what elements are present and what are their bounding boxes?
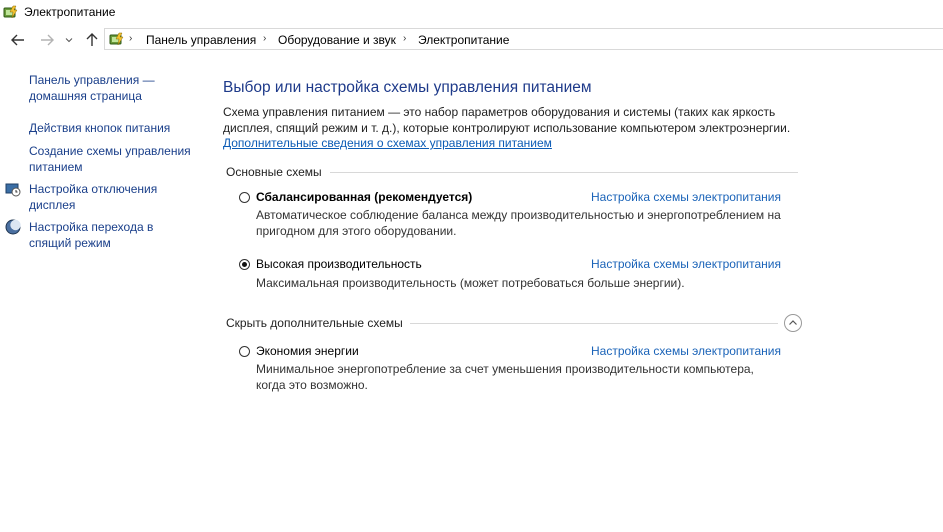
- control-panel-icon: [109, 31, 125, 50]
- sidebar-item-display-off[interactable]: Настройка отключения дисплея: [29, 182, 158, 212]
- breadcrumb-separator-icon[interactable]: ›: [129, 33, 133, 44]
- sidebar-item-power-buttons[interactable]: Действия кнопок питания: [29, 121, 171, 135]
- plan-high-performance-radio[interactable]: [239, 259, 250, 270]
- window-title: Электропитание: [24, 5, 116, 19]
- breadcrumb-hardware-sound[interactable]: Оборудование и звук: [278, 33, 396, 47]
- up-arrow-icon[interactable]: [83, 31, 101, 49]
- address-bar: [0, 27, 943, 53]
- plan-power-saver-radio[interactable]: [239, 346, 250, 357]
- title-bar: [0, 0, 943, 24]
- plan-high-performance-name[interactable]: Высокая производительность: [256, 257, 422, 271]
- breadcrumb-separator-icon[interactable]: ›: [263, 33, 267, 44]
- plan-balanced-name[interactable]: Сбалансированная (рекомендуется): [256, 190, 473, 204]
- back-arrow-icon[interactable]: [9, 31, 27, 49]
- breadcrumb-control-panel[interactable]: Панель управления: [146, 33, 257, 47]
- hidden-plans-divider: [410, 323, 778, 324]
- plan-balanced-settings-link[interactable]: Настройка схемы электропитания: [591, 190, 781, 204]
- recent-locations-chevron-icon[interactable]: [63, 31, 75, 49]
- more-info-link[interactable]: Дополнительные сведения о схемах управления питанием: [223, 136, 552, 150]
- sidebar-item-create-plan[interactable]: Создание схемы управления питанием: [29, 144, 191, 174]
- plan-high-performance-settings-link[interactable]: Настройка схемы электропитания: [591, 257, 781, 271]
- sidebar-home-link[interactable]: Панель управления — домашняя страница: [29, 73, 155, 103]
- plan-power-saver-name[interactable]: Экономия энергии: [256, 344, 359, 358]
- breadcrumb-power-options[interactable]: Электропитание: [418, 33, 510, 47]
- page-description: Схема управления питанием — это набор параметров оборудования и системы (таких как яркость дисплея, спящий режим и т. д.), которые контролируют использование компьютером электроэнергии.: [223, 105, 791, 135]
- basic-plans-divider: [330, 172, 798, 173]
- sleep-moon-icon: [5, 219, 21, 238]
- basic-plans-header: Основные схемы: [226, 165, 322, 179]
- breadcrumb-separator-icon[interactable]: ›: [403, 33, 407, 44]
- sidebar-item-sleep[interactable]: Настройка перехода в спящий режим: [29, 220, 154, 250]
- plan-high-performance-description: Максимальная производительность (может потребоваться больше энергии).: [256, 276, 685, 290]
- collapse-chevron-up-icon[interactable]: [784, 314, 802, 332]
- plan-balanced-description: Автоматическое соблюдение баланса между производительностью и энергопотреблением на пригодном для этого оборудовании.: [256, 208, 781, 238]
- page-heading: Выбор или настройка схемы управления питанием: [223, 79, 592, 96]
- plan-power-saver-description: Минимальное энергопотребление за счет уменьшения производительности компьютера, когда это возможно.: [256, 362, 754, 392]
- hidden-plans-header[interactable]: Скрыть дополнительные схемы: [226, 316, 403, 330]
- power-options-icon: [3, 4, 19, 23]
- address-field[interactable]: [104, 28, 943, 50]
- forward-arrow-icon[interactable]: [38, 31, 56, 49]
- display-clock-icon: [5, 181, 21, 200]
- plan-balanced-radio[interactable]: [239, 192, 250, 203]
- plan-power-saver-settings-link[interactable]: Настройка схемы электропитания: [591, 344, 781, 358]
